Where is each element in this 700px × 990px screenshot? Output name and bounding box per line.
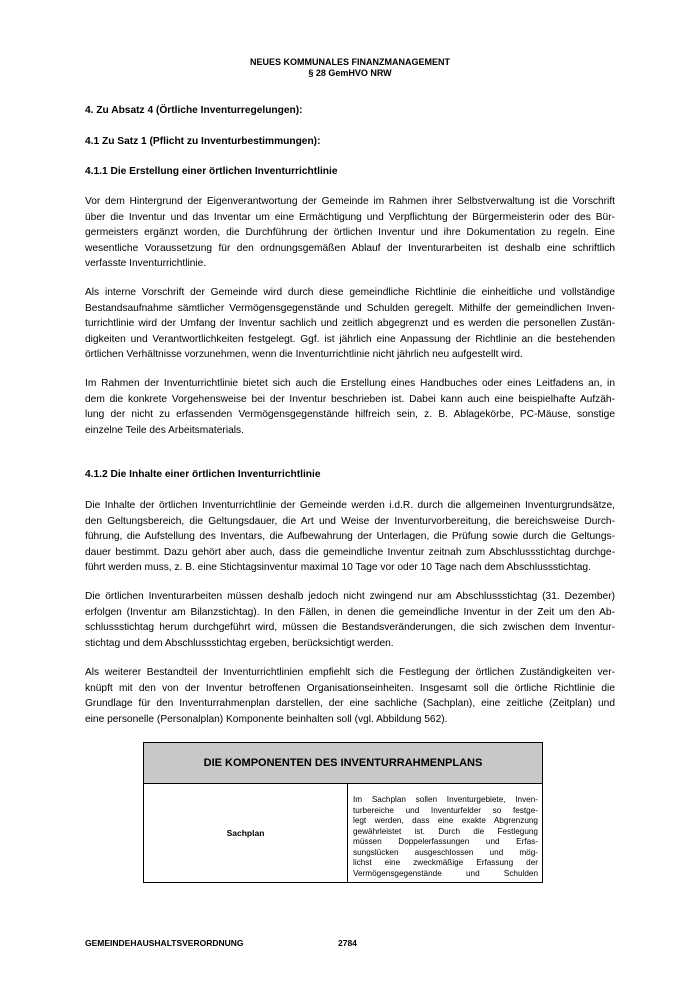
footer-title: GEMEINDEHAUSHALTSVERORDNUNG (85, 938, 244, 948)
components-table-title: DIE KOMPONENTEN DES INVENTURRAHMENPLANS (144, 743, 543, 784)
paragraph-line: schlussstichtag herum durchgeführt wird, müssen die Bestandsveränderungen, die sich zwischen dem Inventur- (85, 622, 615, 634)
page-number: 2784 (338, 938, 357, 948)
paragraph-line: führt werden muss, z. B. eine Stichtagsinventur maximal 10 Tage vor oder 10 Tage nach dem Abschlussstichtag. (85, 562, 591, 574)
heading-section-4-1-1: 4.1.1 Die Erstellung einer örtlichen Inventurrichtlinie (85, 166, 338, 177)
paragraph-2 (85, 285, 615, 363)
paragraph-line: Grundlage für den Inventurrahmenplan darstellen, der eine sachliche (Sachplan), eine zeitliche (Zeitplan) und (85, 698, 615, 710)
paragraph-line: Die Inhalte der örtlichen Inventurrichtlinie der Gemeinde werden i.d.R. durch die allgemeinen Inventurgrundsätze, (85, 500, 615, 511)
paragraph-line: den Geltungsbereich, die Geltungsdauer, die Art und Weise der Inventurvorbereitung, die bereichsweise Durch- (85, 515, 615, 527)
paragraph-line: digkeiten und Verantwortlichkeiten festgelegt. Ggf. ist jährlich eine Anpassung der Richtlinie an die bestehenden (85, 333, 615, 345)
paragraph-line: dauer bestimmt. Dazu gehört aber auch, dass die gemeindliche Inventur zeitnah zum Abschlussstichtag durchge- (85, 546, 615, 558)
cell-line: gewährleistet ist. Durch die Festlegung (353, 826, 538, 836)
paragraph-line: verfasste Inventurrichtlinie. (85, 258, 207, 270)
header-subtitle: § 28 GemHVO NRW (308, 68, 392, 78)
paragraph-line: einzelne Teile des Arbeitsmaterials. (85, 424, 244, 436)
paragraph-line: Als interne Vorschrift der Gemeinde wird durch diese gemeindliche Richtlinie die einheitliche und vollständige (85, 287, 615, 298)
row-label-sachplan: Sachplan (144, 784, 348, 883)
heading-section-4-1-2: 4.1.2 Die Inhalte einer örtlichen Inventurrichtlinie (85, 469, 321, 480)
paragraph-line: Bestandsaufnahme sämtlicher Vermögensgegenstände und Schulden geregelt. Mithilfe der gemeindlichen Inven- (85, 302, 615, 314)
paragraph-line: stichtag und dem Abschlussstichtag ergeben, berücksichtigt werden. (85, 637, 394, 649)
header-title: NEUES KOMMUNALES FINANZMANAGEMENT (250, 57, 450, 67)
paragraph-1 (85, 194, 615, 272)
paragraph-5 (85, 589, 615, 651)
heading-section-4-1: 4.1 Zu Satz 1 (Pflicht zu Inventurbestimmungen): (85, 136, 321, 147)
paragraph-line: erfolgen (Inventur am Bilanzstichtag). In den Fällen, in denen die gemeindliche Inventur in der Zeit um den Ab- (85, 606, 615, 618)
paragraph-line: über die Inventur und das Inventar um eine Ermächtigung und Verpflichtung der Bürgermeisterin oder des Bür- (85, 211, 615, 223)
paragraph-4 (85, 498, 615, 576)
paragraph-line: Vor dem Hintergrund der Eigenverantwortung der Gemeinde im Rahmen ihrer Selbstverwaltung ist die Vorschrift (85, 196, 615, 207)
paragraph-line: Als weiterer Bestandteil der Inventurrichtlinien empfiehlt sich die Festlegung der örtlichen Zuständigkeiten ver- (85, 667, 615, 678)
paragraph-line: Im Rahmen der Inventurrichtlinie bietet sich auch die Erstellung eines Handbuches oder eines Leitfadens an, in (85, 378, 615, 389)
table-row (144, 784, 543, 883)
paragraph-line: germeisters ergänzt worden, die Durchführung der örtlichen Inventur und ihre Dokumentation zu regeln. Eine (85, 227, 615, 239)
paragraph-line: lung der nicht zu erfassenden Vermögensgegenstände hilfreich sein, z. B. Ablagekörbe, PC-Mäuse, sonstige (85, 409, 615, 421)
components-table (143, 742, 543, 883)
paragraph-line: örtlichen Verhältnisse vorzunehmen, wenn die Inventurrichtlinie nicht jährlich neu aufgestellt wird. (85, 349, 523, 361)
paragraph-line: turrichtlinie wird der Umfang der Inventur sachlich und zeitlich abgegrenzt und es werden die personellen Zustän- (85, 318, 615, 330)
paragraph-line: wesentliche Voraussetzung für den ordnungsgemäßen Ablauf der Inventurarbeiten ist deshalb eine schriftlich (85, 242, 615, 254)
paragraph-line: knüpft mit den von der Inventur betroffenen Organisationseinheiten. Insgesamt soll die örtliche Richtlinie die (85, 682, 615, 694)
page-header (0, 57, 700, 79)
heading-section-4: 4. Zu Absatz 4 (Örtliche Inventurregelungen): (85, 105, 303, 116)
cell-line: Vermögensgegenstände und Schulden (353, 868, 538, 878)
cell-line: turbereiche und Inventurfelder so festge- (353, 805, 538, 815)
cell-line: legt werden, dass eine exakte Abgrenzung (353, 816, 538, 825)
paragraph-line: eine personelle (Personalplan) Komponente beinhalten soll (vgl. Abbildung 562). (85, 713, 448, 725)
cell-line: müssen Doppelerfassungen und Erfas- (353, 837, 538, 846)
paragraph-line: Die örtlichen Inventurarbeiten müssen deshalb jedoch nicht zwingend nur am Abschlussstichtag (31. Dezember) (85, 591, 615, 602)
row-description-sachplan (348, 784, 543, 883)
cell-line: Im Sachplan sollen Inventurgebiete, Inven- (353, 795, 538, 804)
cell-line: sungslücken ausgeschlossen und mög- (353, 847, 538, 857)
paragraph-6 (85, 665, 615, 727)
paragraph-line: führung, die Aufstellung des Inventars, die Aufbewahrung der Unterlagen, die Prüfung sowie durch die Geltungs- (85, 531, 615, 543)
paragraph-3 (85, 376, 615, 438)
paragraph-line: dem die konkrete Vorgehensweise bei der Inventur beschrieben ist. Dabei kann auch eine beispielhafte Aufzäh- (85, 393, 615, 405)
cell-line: lichst eine zweckmäßige Erfassung der (353, 858, 538, 867)
